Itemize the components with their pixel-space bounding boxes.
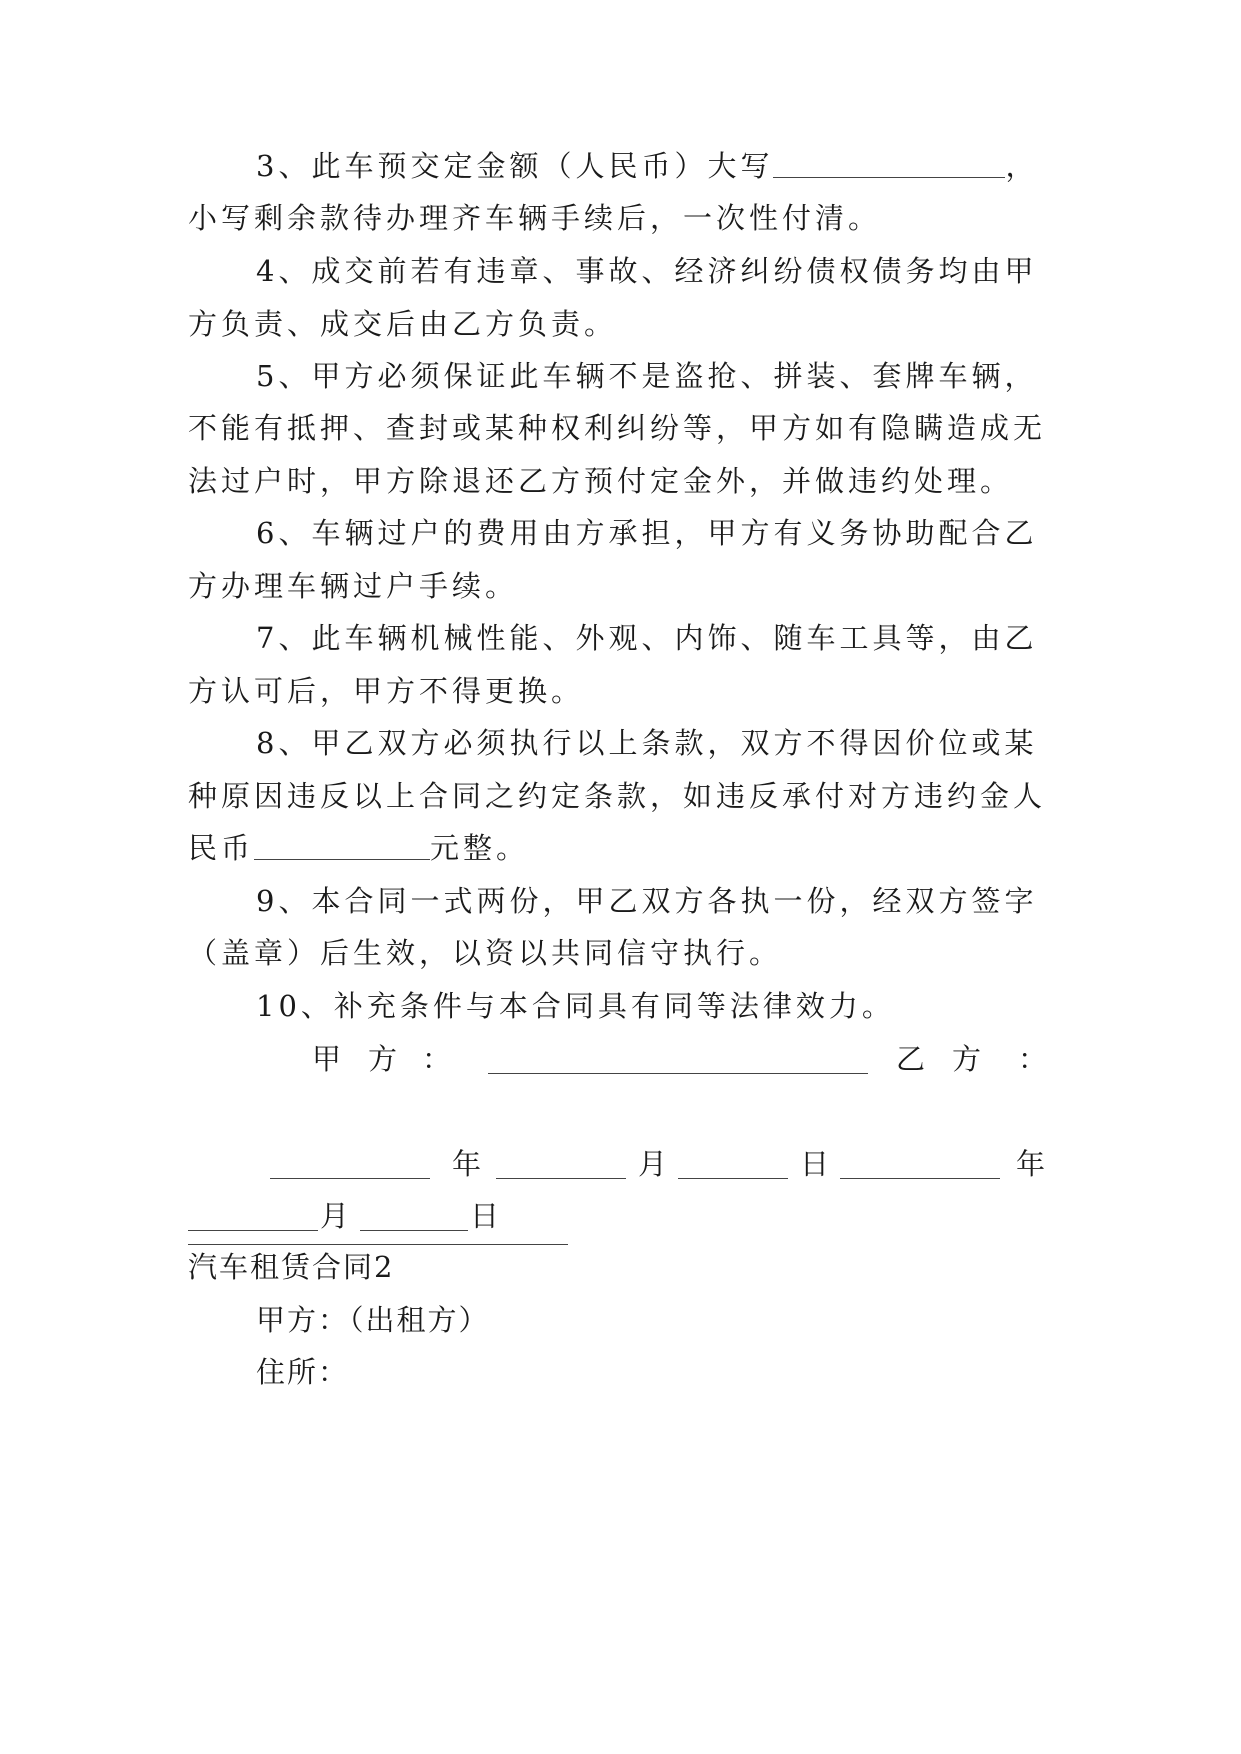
clause-4-line-1: 4、成交前若有违章、事故、经济纠纷债权债务均由甲 xyxy=(256,254,1038,288)
party-b-colon: ： xyxy=(1018,1042,1048,1076)
signature-row xyxy=(312,1039,1046,1079)
day-label-2: 日 xyxy=(470,1199,500,1233)
party-b-char-1: 乙 xyxy=(896,1042,926,1076)
clause-8-line-1: 8、甲乙双方必须执行以上条款，双方不得因价位或某 xyxy=(256,726,1038,760)
party-a-colon: ： xyxy=(422,1042,452,1076)
party-b-day-blank[interactable] xyxy=(360,1204,468,1231)
clause-8-line-3 xyxy=(188,828,529,868)
party-a-year-blank[interactable] xyxy=(270,1152,430,1179)
address-line: 住所： xyxy=(256,1355,350,1389)
clause-5-line-2: 不能有抵押、查封或某种权利纠纷等，甲方如有隐瞒造成无 xyxy=(188,411,1047,445)
lessor-line: 甲方：（出租方） xyxy=(256,1303,490,1337)
yuan-label: 元整。 xyxy=(430,831,530,865)
currency-label: 民币 xyxy=(188,831,255,865)
deposit-amount-blank[interactable] xyxy=(773,149,1005,178)
section-2-title: 汽车租赁合同2 xyxy=(188,1250,395,1284)
party-a-char-1: 甲 xyxy=(312,1042,342,1076)
date-row-1 xyxy=(270,1144,1046,1184)
party-a-month-blank[interactable] xyxy=(496,1152,626,1179)
day-label: 日 xyxy=(800,1147,830,1181)
month-label-2: 月 xyxy=(320,1199,350,1233)
year-label: 年 xyxy=(452,1147,482,1181)
clause-6-line-2: 方办理车辆过户手续。 xyxy=(188,569,519,603)
clause-3-line-1 xyxy=(256,146,1038,186)
clause-7-line-1: 7、此车辆机械性能、外观、内饰、随车工具等，由乙 xyxy=(256,621,1038,655)
clause-4-line-2: 方负责、成交后由乙方负责。 xyxy=(188,307,618,341)
clause-6-line-1: 6、车辆过户的费用由方承担，甲方有义务协助配合乙 xyxy=(256,516,1038,550)
party-a-signature-blank[interactable] xyxy=(488,1047,868,1074)
clause-9-line-1: 9、本合同一式两份，甲乙双方各执一份，经双方签字 xyxy=(256,884,1038,918)
party-a-char-2: 方 xyxy=(368,1042,398,1076)
clause-3-text: 3、此车预交定金额（人民币）大写 xyxy=(256,149,774,183)
party-b-month-blank[interactable] xyxy=(188,1204,318,1231)
clause-7-line-2: 方认可后，甲方不得更换。 xyxy=(188,674,585,708)
party-b-year-blank[interactable] xyxy=(840,1152,1000,1179)
date-row-2 xyxy=(188,1196,964,1236)
party-a-day-blank[interactable] xyxy=(678,1152,788,1179)
party-b-char-2: 方 xyxy=(952,1042,982,1076)
penalty-amount-blank[interactable] xyxy=(254,831,430,860)
clause-8-line-2: 种原因违反以上合同之约定条款，如违反承付对方违约金人 xyxy=(188,779,1047,813)
clause-9-line-2: （盖章）后生效，以资以共同信守执行。 xyxy=(188,936,783,970)
clause-3-line-2: 小写剩余款待办理齐车辆手续后，一次性付清。 xyxy=(188,201,882,235)
clause-5-line-3: 法过户时，甲方除退还乙方预付定金外，并做违约处理。 xyxy=(188,464,1014,498)
clause-3-comma: ， xyxy=(1005,149,1039,183)
clause-10-line-1: 10、补充条件与本合同具有同等法律效力。 xyxy=(256,989,895,1023)
clause-5-line-1: 5、甲方必须保证此车辆不是盗抢、拼装、套牌车辆， xyxy=(256,359,1038,393)
year-label-2: 年 xyxy=(1016,1147,1046,1181)
month-label: 月 xyxy=(638,1147,668,1181)
